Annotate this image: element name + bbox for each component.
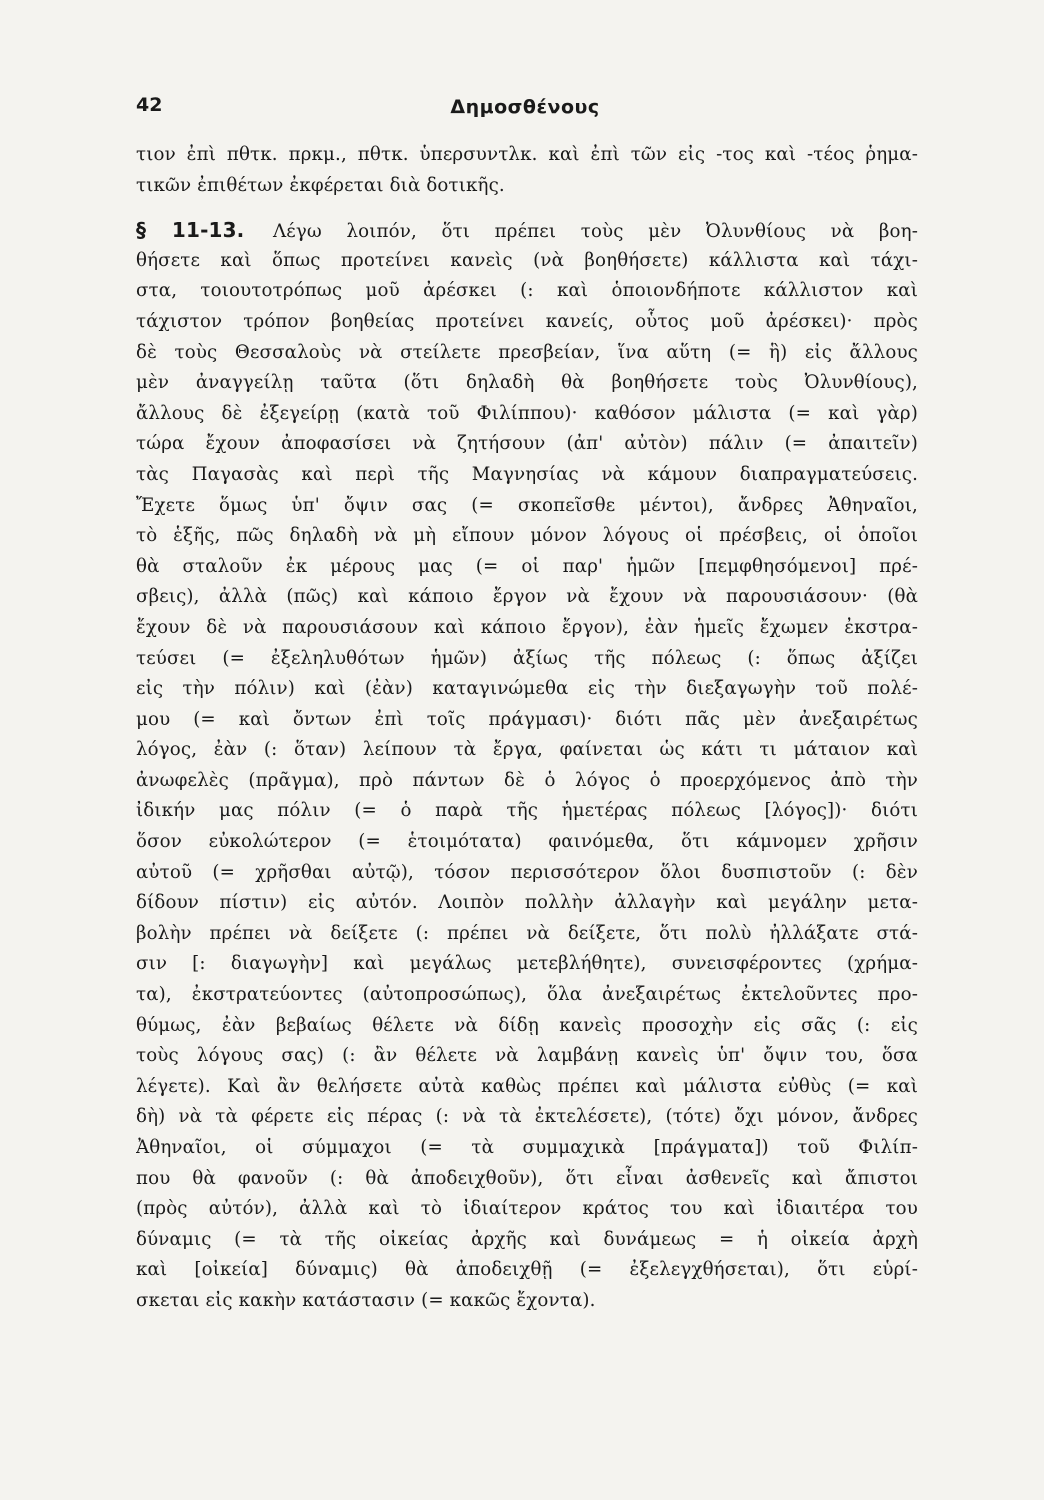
text-line: ὅσον εὐκολώτερον (= ἑτοιμότατα) φαινόμεθα, ὅτι κάμνομεν χρῆσιν (136, 831, 918, 853)
text-line: μὲν ἀναγγείλῃ ταῦτα (ὅτι δηλαδὴ θὰ βοηθήσετε τοὺς Ὀλυνθίους), (136, 372, 918, 394)
running-title: Δημοσθένους (450, 96, 600, 118)
text-line: θὰ σταλοῦν ἐκ μέρους μας (= οἱ παρ' ἡμῶν [πεμφθησόμενοι] πρέ- (136, 555, 918, 577)
text-line: δὴ) νὰ τὰ φέρετε εἰς πέρας (: νὰ τὰ ἐκτελέσετε), (τότε) ὄχι μόνον, ἄνδρες (136, 1106, 918, 1128)
text-line: που θὰ φανοῦν (: θὰ ἀποδειχθοῦν), ὅτι εἶναι ἀσθενεῖς καὶ ἄπιστοι (136, 1167, 918, 1189)
text-line: τὸ ἑξῆς, πῶς δηλαδὴ νὰ μὴ εἴπουν μόνον λόγους οἱ πρέσβεις, οἱ ὁποῖοι (136, 525, 918, 547)
text-line: σιν [: διαγωγὴν] καὶ μεγάλως μετεβλήθητε), συνεισφέροντες (χρήμα- (136, 953, 918, 975)
text-line: (πρὸς αὐτόν), ἀλλὰ καὶ τὸ ἰδιαίτερον κράτος του καὶ ἰδιαιτέρα του (136, 1198, 918, 1220)
text-line: τικῶν ἐπιθέτων ἐκφέρεται διὰ δοτικῆς. (136, 174, 505, 196)
text-line: θήσετε καὶ ὅπως προτείνει κανεὶς (νὰ βοηθήσετε) κάλλιστα καὶ τάχι- (136, 249, 918, 271)
text-line: τεύσει (= ἐξεληλυθότων ἡμῶν) ἀξίως τῆς πόλεως (: ὅπως ἀξίζει (136, 647, 918, 669)
text-line: δίδουν πίστιν) εἰς αὐτόν. Λοιπὸν πολλὴν ἀλλαγὴν καὶ μεγάλην μετα- (136, 892, 918, 914)
text-line: Ἔχετε ὅμως ὑπ' ὄψιν σας (= σκοπεῖσθε μέντοι), ἄνδρες Ἀθηναῖοι, (136, 494, 918, 516)
page-header (136, 94, 914, 124)
text-line: τὰς Παγασὰς καὶ περὶ τῆς Μαγνησίας νὰ κάμουν διαπραγματεύσεις. (136, 463, 918, 485)
text-line: στα, τοιουτοτρόπως μοῦ ἀρέσκει (: καὶ ὁποιονδήποτε κάλλιστον καὶ (136, 280, 918, 302)
text-line: τάχιστον τρόπον βοηθείας προτείνει κανείς, οὗτος μοῦ ἀρέσκει)· πρὸς (136, 310, 918, 332)
text-line: ἔχουν δὲ νὰ παρουσιάσουν καὶ κάποιο ἔργον), ἐὰν ἡμεῖς ἔχωμεν ἐκστρα- (136, 616, 918, 638)
text-line: ἄλλους δὲ ἐξεγείρῃ (κατὰ τοῦ Φιλίππου)· καθόσον μάλιστα (= καὶ γὰρ) (136, 402, 918, 424)
text-line: τιον ἐπὶ πθτκ. πρκμ., πθτκ. ὑπερσυντλκ. καὶ ἐπὶ τῶν εἰς -τος καὶ -τέος ῥημα- (136, 144, 918, 165)
text-line: αὐτοῦ (= χρῆσθαι αὐτῷ), τόσον περισσότερον ὅλοι δυσπιστοῦν (: δὲν (136, 861, 918, 883)
text-line: καὶ [οἰκεία] δύναμις) θὰ ἀποδειχθῇ (= ἐξελεγχθήσεται), ὅτι εὑρί- (136, 1259, 918, 1281)
text-line: βολὴν πρέπει νὰ δείξετε (: πρέπει νὰ δείξετε, ὅτι πολὺ ἠλλάξατε στά- (136, 922, 918, 944)
text-line: ἀνωφελὲς (πρᾶγμα), πρὸ πάντων δὲ ὁ λόγος ὁ προερχόμενος ἀπὸ τὴν (136, 769, 918, 791)
text-line: δὲ τοὺς Θεσσαλοὺς νὰ στείλετε πρεσβείαν, ἵνα αὕτη (= ἣ) εἰς ἄλλους (136, 341, 918, 363)
page-number: 42 (136, 94, 163, 116)
text-line: Ἀθηναῖοι, οἱ σύμμαχοι (= τὰ συμμαχικὰ [πράγματα]) τοῦ Φιλίπ- (136, 1137, 918, 1158)
text-line: τα), ἐκστρατεύοντες (αὐτοπροσώπως), ὅλα ἀνεξαιρέτως ἐκτελοῦντες προ- (136, 984, 918, 1006)
text-line: σκεται εἰς κακὴν κατάστασιν (= κακῶς ἔχοντα). (136, 1289, 596, 1311)
text-line: μου (= καὶ ὄντων ἐπὶ τοῖς πράγμασι)· διότι πᾶς μὲν ἀνεξαιρέτως (136, 708, 918, 730)
section-mark: § 11-13. (136, 218, 245, 243)
text-line: τώρα ἔχουν ἀποφασίσει νὰ ζητήσουν (ἀπ' αὐτὸν) πάλιν (= ἀπαιτεῖν) (136, 433, 918, 455)
text-line: τοὺς λόγους σας) (: ἂν θέλετε νὰ λαμβάνῃ κανεὶς ὑπ' ὄψιν του, ὅσα (136, 1045, 918, 1067)
text-line: λέγετε). Καὶ ἂν θελήσετε αὐτὰ καθὼς πρέπει καὶ μάλιστα εὐθὺς (= καὶ (136, 1075, 918, 1097)
text-line: ἰδικήν μας πόλιν (= ὁ παρὰ τῆς ἡμετέρας πόλεως [λόγος])· διότι (136, 800, 918, 822)
text-line: λόγος, ἐὰν (: ὅταν) λείπουν τὰ ἔργα, φαίνεται ὡς κάτι τι μάταιον καὶ (136, 739, 918, 761)
section-first-line: Λέγω λοιπόν, ὅτι πρέπει τοὺς μὲν Ὀλυνθίους νὰ βοη- (273, 221, 918, 243)
text-line: θύμως, ἐὰν βεβαίως θέλετε νὰ δίδῃ κανεὶς προσοχὴν εἰς σᾶς (: εἰς (136, 1014, 918, 1036)
body-text (136, 140, 918, 1317)
text-line (136, 215, 918, 246)
text-line: δύναμις (= τὰ τῆς οἰκείας ἀρχῆς καὶ δυνάμεως = ἡ οἰκεία ἀρχὴ (136, 1228, 918, 1250)
text-line: σβεις), ἀλλὰ (πῶς) καὶ κάποιο ἔργον νὰ ἔχουν νὰ παρουσιάσουν· (θὰ (136, 586, 918, 608)
text-line: εἰς τὴν πόλιν) καὶ (ἐὰν) καταγινώμεθα εἰς τὴν διεξαγωγὴν τοῦ πολέ- (136, 678, 918, 700)
